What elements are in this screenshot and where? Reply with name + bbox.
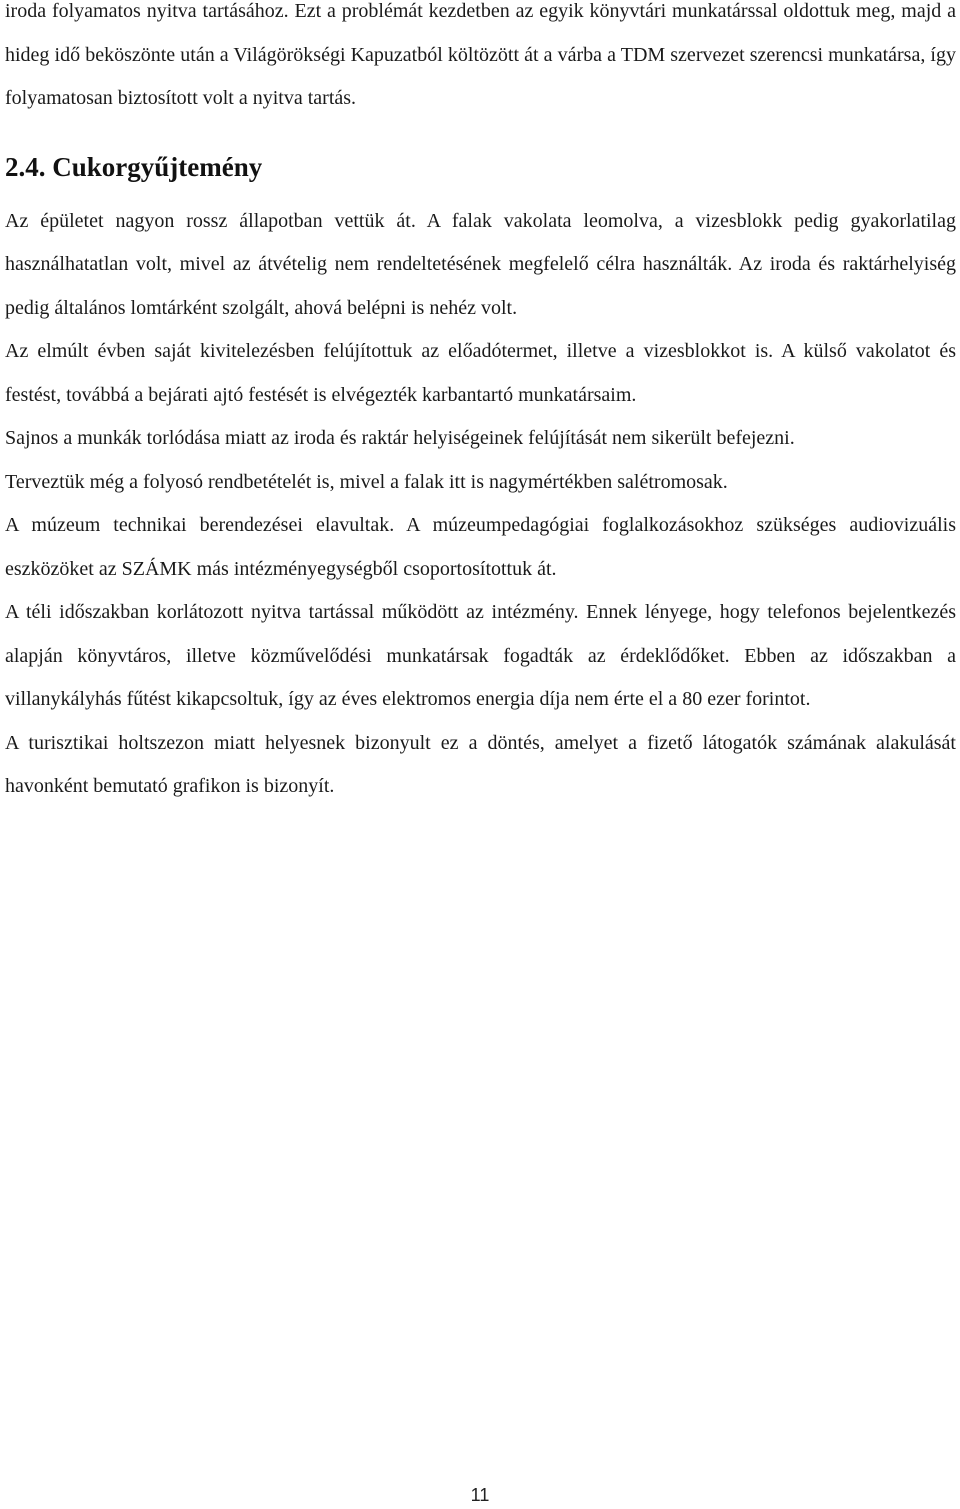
paragraph-renovation: Az elmúlt évben saját kivitelezésben felújítottuk az előadótermet, illetve a vizesblokkot is. A külső vakolatot és festést, továbbá a bejárati ajtó festését is elvégezték karbantartó munkatársaim. [5,340,956,406]
section-heading: 2.4. Cukorgyűjtemény [5,151,263,182]
paragraph-equipment: A múzeum technikai berendezései elavultak. A múzeumpedagógiai foglalkozásokhoz szükséges audiovizuális eszközöket az SZÁMK más intézményegységből csoportosítottuk át. [5,514,956,580]
document-page [5,0,956,809]
intro-paragraph: iroda folyamatos nyitva tartásához. Ezt a problémát kezdetben az egyik könyvtári munkatárssal oldottuk meg, majd a hideg idő beköszönte után a Világörökségi Kapuzatból költözött át a várba a TDM szervezet szerencsi munkatársa, így folyamatosan biztosított volt a nyitva tartás. [5,0,956,109]
paragraph-building-condition: Az épületet nagyon rossz állapotban vettük át. A falak vakolata leomolva, a vizesblokk pedig gyakorlatilag használhatatlan volt, mivel az átvételig nem rendeltetésének megfelelő célra használták. Az iroda és raktárhelyiség pedig általános lomtárként szolgált, ahová belépni is nehéz volt. [5,209,956,319]
paragraph-unfinished-work: Sajnos a munkák torlódása miatt az iroda és raktár helyiségeinek felújítását nem sikerült befejezni. [5,427,795,449]
paragraph-visitor-graph: A turisztikai holtszezon miatt helyesnek bizonyult ez a döntés, amelyet a fizető látogatók számának alakulását havonként bemutató grafikon is bizonyít. [5,731,956,797]
paragraph-winter-opening: A téli időszakban korlátozott nyitva tartással működött az intézmény. Ennek lényege, hogy telefonos bejelentkezés alapján könyvtáros, illetve közművelődési munkatársak fogadták az érdeklődőket. Ebben az időszakban a villanykályhás fűtést kikapcsoltuk, így az éves elektromos energia díja nem érte el a 80 ezer forintot. [5,601,956,710]
paragraph-corridor-plan: Terveztük még a folyosó rendbetételét is, mivel a falak itt is nagymértékben salétromosak. [5,470,728,493]
page-number: 11 [470,1485,490,1505]
